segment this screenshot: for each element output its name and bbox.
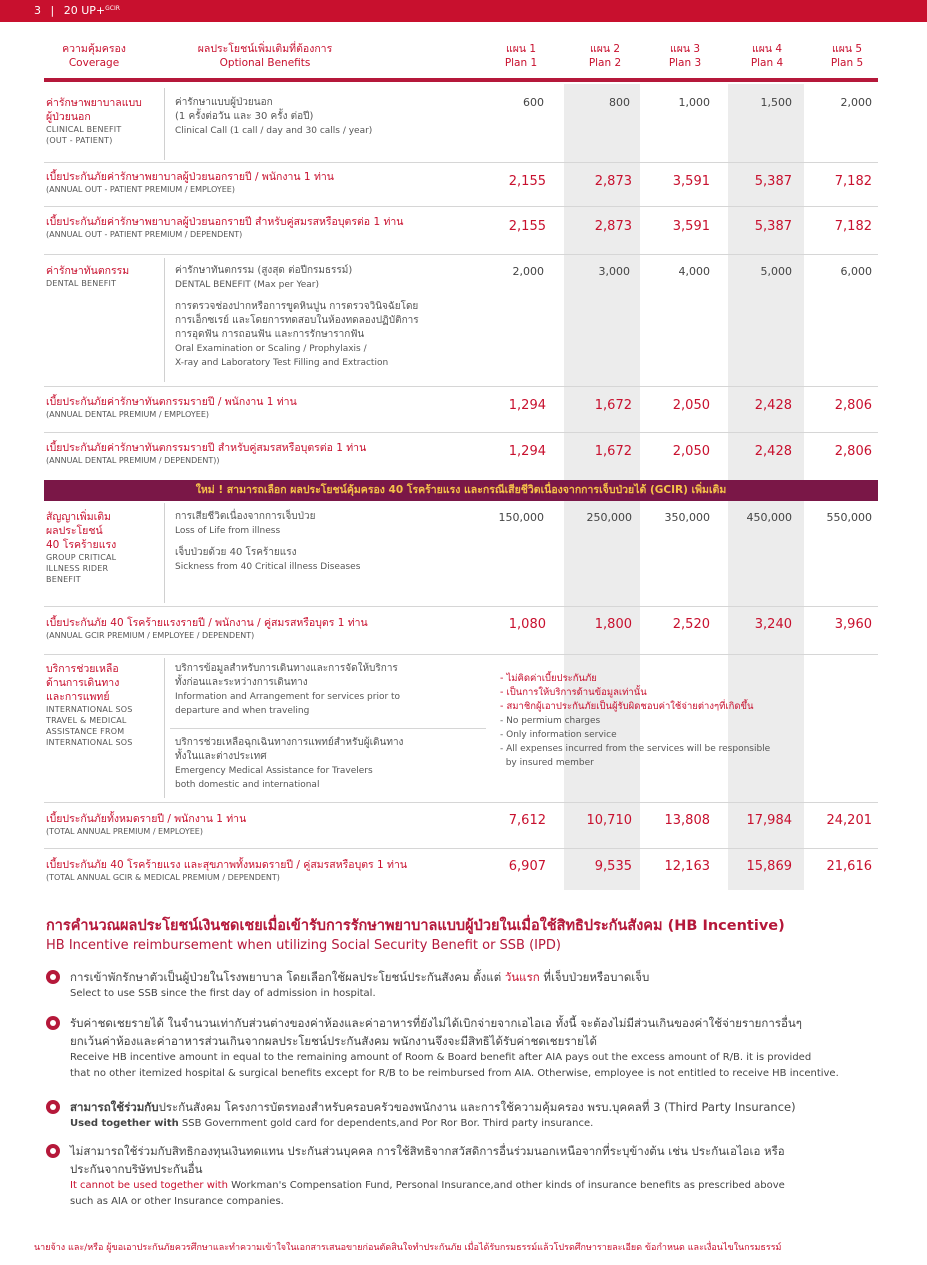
- prem-gcir-plan3: 2,520: [672, 617, 710, 632]
- sos-label-th2: ด้านการเดินทาง: [46, 677, 120, 689]
- plan-header-en: Plan 2: [588, 57, 622, 69]
- hb-b3-en-b: SSB Government gold card for dependents,and Por Ror Bor. Third party insurance.: [178, 1118, 594, 1129]
- row-divider: [44, 162, 878, 163]
- gcir-plan3-value: 350,000: [664, 511, 710, 524]
- prem-total-dep-th: เบี้ยประกันภัย 40 โรคร้ายแรง และสุขภาพทั้งหมดรายปี / คู่สมรสหรือบุตร 1 ท่าน: [46, 859, 408, 871]
- clinical-label: [46, 96, 142, 146]
- prem-dental-emp-th: เบี้ยประกันภัยค่ารักษาทันตกรรมรายปี / พนักงาน 1 ท่าน: [46, 396, 297, 408]
- sos-label-en3: ASSISTANCE FROM: [46, 727, 125, 736]
- prem-total-emp-plan1: 7,612: [508, 813, 546, 828]
- clinical-label-en: CLINICAL BENEFIT: [46, 125, 122, 134]
- prem-total-dep-label: [46, 858, 407, 884]
- plan-header-en: Plan 4: [750, 57, 784, 69]
- prem-dental-dep-plan5: 2,806: [834, 444, 872, 459]
- prem-op-dep-plan3: 3,591: [672, 219, 710, 234]
- prem-gcir-label: [46, 616, 368, 642]
- sos-label: [46, 662, 133, 748]
- sos-note-th3: - สมาชิกผู้เอาประกันภัยเป็นผู้รับผิดชอบค่าใช้จ่ายต่างๆที่เกิดขึ้น: [500, 701, 754, 712]
- prem-op-dep-label: [46, 215, 403, 241]
- sos-inner-divider: [170, 728, 486, 729]
- row-divider: [44, 386, 878, 387]
- page-number: 3: [34, 4, 41, 17]
- sos-b2-en2: both domestic and international: [175, 780, 320, 790]
- hb-b1-th-c: ที่เจ็บป่วยหรือบาดเจ็บ: [539, 970, 650, 984]
- hb-b4-en2: such as AIA or other Insurance companies.: [70, 1196, 284, 1207]
- dental-benefit-en: DENTAL BENEFIT (Max per Year): [175, 280, 320, 290]
- sos-benefit-1: [175, 662, 400, 718]
- dental-benefit-th: ค่ารักษาทันตกรรม (สูงสุด ต่อปีกรมธรรม์): [175, 265, 353, 276]
- sos-label-en4: INTERNATIONAL SOS: [46, 738, 133, 747]
- prem-dental-emp-plan5: 2,806: [834, 398, 872, 413]
- gcir-b2-th: เจ็บป่วยด้วย 40 โรคร้ายแรง: [175, 547, 297, 558]
- sos-b2-th1: บริการช่วยเหลือฉุกเฉินทางการแพทย์สำหรับผู้เดินทาง: [175, 737, 404, 748]
- gcir-b2-en: Sickness from 40 Critical illness Diseases: [175, 562, 361, 572]
- prem-dental-emp-en: (ANNUAL DENTAL PREMIUM / EMPLOYEE): [46, 410, 209, 419]
- brand-sup: GCIR: [105, 5, 120, 12]
- hb-b1-th-a: การเข้าพักรักษาตัวเป็นผู้ป่วยในโรงพยาบาล โดยเลือกใช้ผลประโยชน์ประกันสังคม ตั้งแต่: [70, 970, 505, 984]
- sos-b1-en1: Information and Arrangement for services prior to: [175, 692, 401, 702]
- gcir-benefit: [175, 510, 360, 574]
- prem-op-emp-plan1: 2,155: [508, 174, 546, 189]
- sos-label-th3: และการแพทย์: [46, 691, 110, 703]
- separator: |: [50, 4, 55, 17]
- dental-label: [46, 264, 129, 289]
- dental-plan1-value: 2,000: [512, 265, 544, 278]
- prem-op-dep-plan5: 7,182: [834, 219, 872, 234]
- gcir-plan5-value: 550,000: [826, 511, 872, 524]
- prem-gcir-plan1: 1,080: [508, 617, 546, 632]
- prem-gcir-plan5: 3,960: [834, 617, 872, 632]
- coverage-header-en: Coverage: [68, 57, 120, 69]
- hb-b1-en: Select to use SSB since the first day of admission in hospital.: [70, 988, 376, 999]
- hb-b3-en-a: Used together with: [70, 1118, 179, 1129]
- gcir-label-th1: สัญญาเพิ่มเติม: [46, 511, 111, 523]
- hb-b4-th2: ประกันจากบริษัทประกันอื่น: [70, 1162, 203, 1176]
- coverage-header-th: ความคุ้มครอง: [62, 43, 126, 55]
- brand-title: 20 UP+: [63, 4, 106, 17]
- gcir-plan1-value: 150,000: [498, 511, 544, 524]
- prem-dental-emp-plan2: 1,672: [594, 398, 632, 413]
- coverage-header: [44, 42, 144, 70]
- prem-dental-emp-label: [46, 395, 297, 421]
- dental-detail-en1: Oral Examination or Scaling / Prophylaxis /: [175, 344, 367, 354]
- clinical-plan4-value: 1,500: [760, 96, 792, 109]
- gcir-label-en2: ILLNESS RIDER: [46, 564, 109, 573]
- prem-dental-dep-plan3: 2,050: [672, 444, 710, 459]
- clinical-plan5-value: 2,000: [840, 96, 872, 109]
- gcir-label: [46, 510, 116, 585]
- hb-b4-th1: ไม่สามารถใช้ร่วมกับสิทธิกองทุนเงินทดแทน ประกันส่วนบุคคล การใช้สิทธิจากสวัสดิการอื่นร่วมนอกเหนือจากที่ระบุข้างต้น เช่น ประกันเอไอเอ หรือ: [70, 1144, 785, 1158]
- gcir-label-th3: 40 โรคร้ายแรง: [46, 539, 117, 551]
- footer-disclaimer: นายจ้าง และ/หรือ ผู้ขอเอาประกันภัยควรศึกษาและทำความเข้าใจในเอกสารเสนอขายก่อนตัดสินใจทำประกันภัย เมื่อได้รับกรมธรรม์แล้วโปรดศึกษารายละเอียด ข้อกำหนด และเงื่อนไขในกรมธรรม์: [34, 1243, 782, 1253]
- prem-total-dep-plan5: 21,616: [826, 859, 872, 874]
- prem-dental-emp-plan1: 1,294: [508, 398, 546, 413]
- bullet-icon: [46, 970, 60, 984]
- prem-total-dep-plan1: 6,907: [508, 859, 546, 874]
- prem-total-emp-label: [46, 812, 246, 838]
- hb-b1-th-b: วันแรก: [504, 970, 540, 984]
- hb-bullet-3: [70, 1098, 880, 1132]
- gcir-b1-en: Loss of Life from illness: [175, 526, 281, 536]
- hb-b2-th1: รับค่าชดเชยรายได้ ในจำนวนเท่ากับส่วนต่างของค่าห้องและค่าอาหารที่ยังไม่ได้เบิกจ่ายจากเอไอเอ ทั้งนี้ จะต้องไม่มีส่วนเกินของค่าใช้จ่ายรายการอื่นๆ: [70, 1016, 802, 1030]
- gcir-label-en3: BENEFIT: [46, 575, 81, 584]
- plan3-header: [654, 42, 716, 70]
- prem-op-dep-plan1: 2,155: [508, 219, 546, 234]
- prem-op-dep-en: (ANNUAL OUT - PATIENT PREMIUM / DEPENDENT): [46, 230, 243, 239]
- clinical-benefit-th2: (1 ครั้งต่อวัน และ 30 ครั้ง ต่อปี): [175, 111, 314, 122]
- plan-header-th: แผน 2: [589, 43, 621, 55]
- prem-gcir-th: เบี้ยประกันภัย 40 โรคร้ายแรงรายปี / พนักงาน / คู่สมรสหรือบุตร 1 ท่าน: [46, 617, 368, 629]
- prem-total-dep-plan2: 9,535: [594, 859, 632, 874]
- dental-plan3-value: 4,000: [678, 265, 710, 278]
- dental-detail-th2: การเอ็กซเรย์ และโดยการทดสอบในห้องทดลองปฏิบัติการ: [175, 315, 419, 326]
- prem-op-emp-en: (ANNUAL OUT - PATIENT PREMIUM / EMPLOYEE): [46, 185, 235, 194]
- prem-total-dep-plan4: 15,869: [746, 859, 792, 874]
- row-divider: [44, 802, 878, 803]
- dental-label-en: DENTAL BENEFIT: [46, 279, 117, 288]
- gcir-plan4-value: 450,000: [746, 511, 792, 524]
- bullet-icon: [46, 1144, 60, 1158]
- prem-op-dep-plan4: 5,387: [754, 219, 792, 234]
- plan2-header: [574, 42, 636, 70]
- plan-header-th: แผน 5: [831, 43, 863, 55]
- prem-total-emp-plan3: 13,808: [664, 813, 710, 828]
- prem-gcir-en: (ANNUAL GCIR PREMIUM / EMPLOYEE / DEPENDENT): [46, 631, 255, 640]
- clinical-plan2-value: 800: [609, 96, 630, 109]
- clinical-benefit-th: ค่ารักษาแบบผู้ป่วยนอก: [175, 97, 273, 108]
- clinical-label-th: ค่ารักษาพยาบาลแบบ: [46, 97, 142, 109]
- plan1-header: [490, 42, 552, 70]
- sos-note-en4: by insured member: [500, 758, 594, 768]
- prem-dental-dep-plan2: 1,672: [594, 444, 632, 459]
- plan4-header: [736, 42, 798, 70]
- dental-benefit: [175, 264, 419, 370]
- page-header-bar: [0, 0, 927, 22]
- header-rule: [44, 78, 878, 82]
- sos-benefit-2: [175, 736, 403, 792]
- prem-op-emp-plan3: 3,591: [672, 174, 710, 189]
- sos-notes: [500, 672, 770, 770]
- sos-label-en1: INTERNATIONAL SOS: [46, 705, 133, 714]
- column-divider: [164, 258, 165, 382]
- hb-b2-en2: that no other itemized hospital & surgical benefits except for R/B to be reimbursed from AIA. Otherwise, employee is not entitled to receive HB incentive.: [70, 1068, 839, 1079]
- plan-header-th: แผน 1: [505, 43, 537, 55]
- row-divider: [44, 432, 878, 433]
- dental-detail-th3: การอุดฟัน การถอนฟัน และการรักษารากฟัน: [175, 329, 365, 340]
- prem-total-emp-en: (TOTAL ANNUAL PREMIUM / EMPLOYEE): [46, 827, 203, 836]
- sos-note-en3: - All expenses incurred from the services will be responsible: [500, 744, 771, 754]
- prem-dental-dep-label: [46, 441, 366, 467]
- prem-total-dep-en: (TOTAL ANNUAL GCIR & MEDICAL PREMIUM / DEPENDENT): [46, 873, 280, 882]
- prem-dental-emp-plan4: 2,428: [754, 398, 792, 413]
- prem-dental-dep-plan4: 2,428: [754, 444, 792, 459]
- sos-note-th1: - ไม่คิดค่าเบี้ยประกันภัย: [500, 673, 597, 684]
- dental-plan5-value: 6,000: [840, 265, 872, 278]
- gcir-plan2-value: 250,000: [586, 511, 632, 524]
- plan-header-th: แผน 3: [669, 43, 701, 55]
- hb-title-en: HB Incentive reimbursement when utilizing Social Security Benefit or SSB (IPD): [46, 938, 561, 953]
- clinical-benefit-en: Clinical Call (1 call / day and 30 calls / year): [175, 126, 373, 136]
- prem-gcir-plan4: 3,240: [754, 617, 792, 632]
- prem-total-emp-plan2: 10,710: [586, 813, 632, 828]
- hb-b4-en-a: It cannot be used together with: [70, 1180, 228, 1191]
- plan-header-en: Plan 1: [504, 57, 538, 69]
- dental-detail-en2: X-ray and Laboratory Test Filling and Extraction: [175, 358, 389, 368]
- sos-label-en2: TRAVEL & MEDICAL: [46, 716, 127, 725]
- plan-header-en: Plan 3: [668, 57, 702, 69]
- dental-label-th: ค่ารักษาทันตกรรม: [46, 265, 130, 277]
- dental-detail-th1: การตรวจช่องปากหรือการขูดหินปูน การตรวจวินิจฉัยโดย: [175, 301, 419, 312]
- sos-b1-th2: ทั้งก่อนและระหว่างการเดินทาง: [175, 677, 308, 688]
- prem-total-dep-plan3: 12,163: [664, 859, 710, 874]
- gcir-b1-th: การเสียชีวิตเนื่องจากการเจ็บป่วย: [175, 511, 316, 522]
- gcir-label-en1: GROUP CRITICAL: [46, 553, 117, 562]
- column-divider: [164, 503, 165, 603]
- row-divider: [44, 654, 878, 655]
- clinical-label-th2: ผู้ป่วยนอก: [46, 111, 91, 123]
- plan5-header: [816, 42, 878, 70]
- dental-plan4-value: 5,000: [760, 265, 792, 278]
- optional-header-th: ผลประโยชน์เพิ่มเติมที่ต้องการ: [197, 43, 333, 55]
- clinical-label-en2: (OUT - PATIENT): [46, 136, 113, 145]
- prem-total-emp-th: เบี้ยประกันภัยทั้งหมดรายปี / พนักงาน 1 ท่าน: [46, 813, 247, 825]
- dental-plan2-value: 3,000: [598, 265, 630, 278]
- bullet-icon: [46, 1016, 60, 1030]
- hb-b2-en1: Receive HB incentive amount in equal to the remaining amount of Room & Board benefit after AIA pays out the excess amount of R/B. it is provided: [70, 1052, 812, 1063]
- sos-label-th1: บริการช่วยเหลือ: [46, 663, 119, 675]
- clinical-plan3-value: 1,000: [678, 96, 710, 109]
- row-divider: [44, 606, 878, 607]
- prem-op-emp-plan5: 7,182: [834, 174, 872, 189]
- hb-title-th: การคำนวณผลประโยชน์เงินชดเชยเมื่อเข้ารับการรักษาพยาบาลแบบผู้ป่วยในเมื่อใช้สิทธิประกันสังคม (HB Incentive): [46, 918, 785, 934]
- sos-note-en1: - No permium charges: [500, 716, 601, 726]
- prem-dental-dep-en: (ANNUAL DENTAL PREMIUM / DEPENDENT)): [46, 456, 220, 465]
- hb-b3-th-a: สามารถใช้ร่วมกับ: [70, 1100, 159, 1114]
- hb-bullet-1: [70, 968, 880, 1002]
- prem-dental-dep-plan1: 1,294: [508, 444, 546, 459]
- bullet-icon: [46, 1100, 60, 1114]
- plan-header-en: Plan 5: [830, 57, 864, 69]
- prem-op-emp-plan4: 5,387: [754, 174, 792, 189]
- row-divider: [44, 206, 878, 207]
- hb-b3-th-b: ประกันสังคม โครงการบัตรทองสำหรับครอบครัวของพนักงาน และการใช้ความคุ้มครอง พรบ.บุคคลที่ 3 (Third Party Insurance): [158, 1100, 796, 1114]
- hb-bullet-4: [70, 1142, 880, 1210]
- row-divider: [44, 848, 878, 849]
- sos-b2-th2: ทั้งในและต่างประเทศ: [175, 751, 267, 762]
- hb-bullet-2: [70, 1014, 880, 1082]
- prem-op-emp-label: [46, 170, 334, 196]
- prem-op-dep-plan2: 2,873: [594, 219, 632, 234]
- optional-header: [180, 42, 350, 70]
- sos-b2-en1: Emergency Medical Assistance for Travelers: [175, 766, 373, 776]
- prem-gcir-plan2: 1,800: [594, 617, 632, 632]
- clinical-benefit: [175, 96, 372, 138]
- sos-note-en2: - Only information service: [500, 730, 617, 740]
- prem-op-emp-th: เบี้ยประกันภัยค่ารักษาพยาบาลผู้ป่วยนอกรายปี / พนักงาน 1 ท่าน: [46, 171, 334, 183]
- prem-total-emp-plan5: 24,201: [826, 813, 872, 828]
- prem-op-dep-th: เบี้ยประกันภัยค่ารักษาพยาบาลผู้ป่วยนอกรายปี สำหรับคู่สมรสหรือบุตรต่อ 1 ท่าน: [46, 216, 404, 228]
- sos-b1-en2: departure and when traveling: [175, 706, 310, 716]
- optional-header-en: Optional Benefits: [219, 57, 311, 69]
- gcir-new-banner: ใหม่ ! สามารถเลือก ผลประโยชน์คุ้มครอง 40 โรคร้ายแรง และกรณีเสียชีวิตเนื่องจากการเจ็บป่วยได้ (GCIR) เพิ่มเติม: [44, 480, 878, 501]
- prem-dental-dep-th: เบี้ยประกันภัยค่ารักษาทันตกรรมรายปี สำหรับคู่สมรสหรือบุตรต่อ 1 ท่าน: [46, 442, 367, 454]
- prem-op-emp-plan2: 2,873: [594, 174, 632, 189]
- prem-total-emp-plan4: 17,984: [746, 813, 792, 828]
- hb-b4-en-b: Workman's Compensation Fund, Personal Insurance,and other kinds of insurance benefits as prescribed above: [227, 1180, 785, 1191]
- hb-b2-th2: ยกเว้นค่าห้องและค่าอาหารส่วนเกินจากผลประโยชน์ประกันสังคม พนักงานจึงจะมีสิทธิได้รับค่าชดเชยรายได้: [70, 1034, 597, 1048]
- prem-dental-emp-plan3: 2,050: [672, 398, 710, 413]
- column-divider: [164, 658, 165, 798]
- column-divider: [164, 88, 165, 160]
- plan-header-th: แผน 4: [751, 43, 783, 55]
- clinical-plan1-value: 600: [523, 96, 544, 109]
- row-divider: [44, 254, 878, 255]
- gcir-label-th2: ผลประโยชน์: [46, 525, 103, 537]
- sos-note-th2: - เป็นการให้บริการด้านข้อมูลเท่านั้น: [500, 687, 647, 698]
- sos-b1-th1: บริการข้อมูลสำหรับการเดินทางและการจัดให้บริการ: [175, 663, 398, 674]
